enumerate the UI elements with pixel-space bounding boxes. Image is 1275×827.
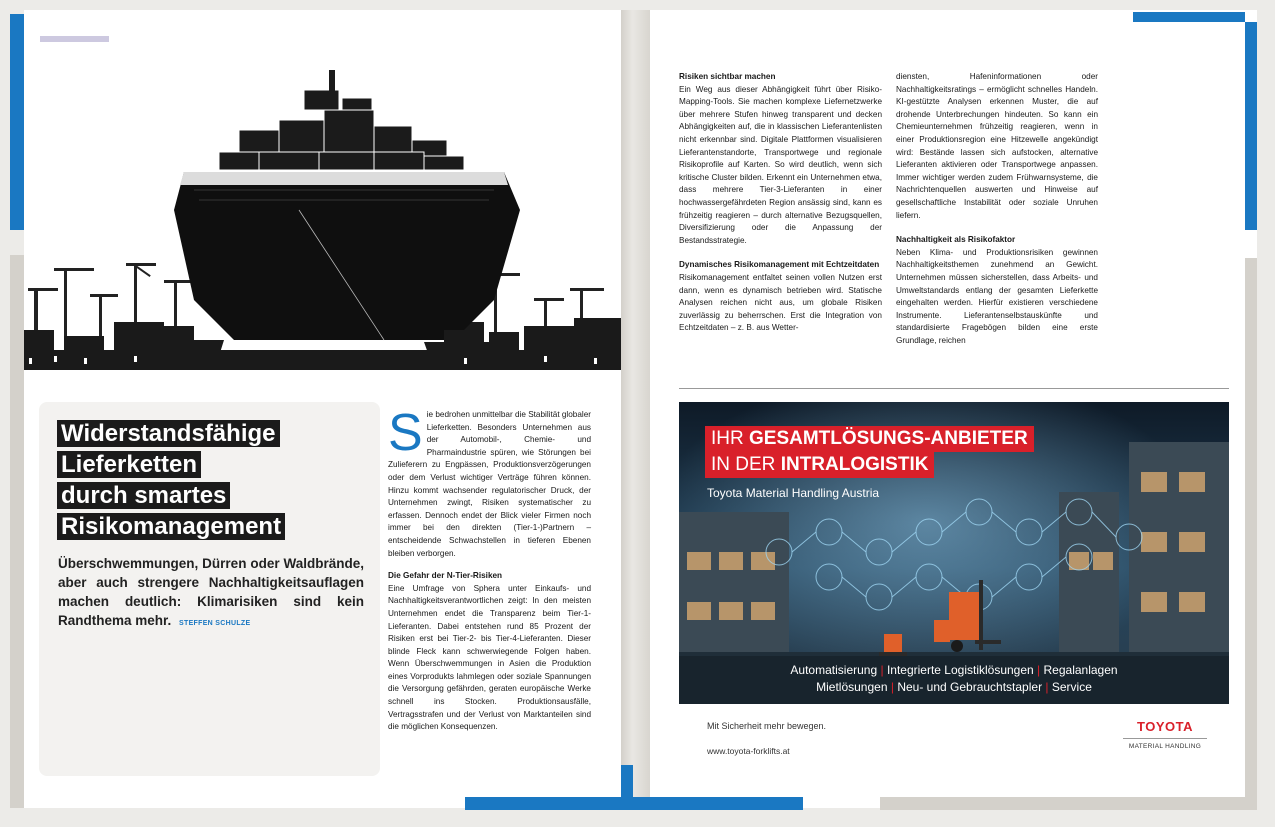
cargo-ship-illustration	[24, 60, 621, 370]
toyota-wordmark: TOYOTA	[1137, 719, 1193, 734]
lead-paragraph	[58, 554, 364, 633]
ad-headline-2-prefix: IN DER	[711, 454, 781, 475]
service-regalanlagen: Regalanlagen	[1043, 663, 1118, 677]
headline-line-3: durch smartes	[57, 482, 230, 509]
paragraph-nachhaltigkeit: Neben Klima- und Produktionsrisiken gewinnen Nachhaltigkeitsthemen zunehmend an Gewicht. Unternehmen müssen sicherstellen, dass Arbeits- und Umweltstandards entlang der gesamten Lieferkette eingehalten werden. Hierfür existieren verschiedene Instrumente. Lieferantenselbstauskünfte und standardisierte Fragebögen bilden eine erste Grundlage, reichen	[896, 247, 1098, 345]
toyota-logo	[1123, 719, 1207, 750]
section-marker	[40, 36, 109, 42]
toyota-material-handling: MATERIAL HANDLING	[1128, 743, 1202, 750]
subhead-echtzeitdaten: Dynamisches Risikomanagement mit Echtzeitdaten	[679, 260, 880, 270]
ad-headline-2-bold: INTRALOGISTIK	[780, 454, 929, 475]
gray-tab-top-mid	[650, 10, 660, 20]
paragraph-echtzeitdaten: Risikomanagement entfaltet seinen vollen Nutzen erst dann, wenn es dynamisch betrieben wird. Statische Analysen reichen nicht aus, um globale Risiken zuverlässig zu beherrschen. Erst die Integration von Echtzeitdaten – z. B. aus Wetter-	[679, 272, 882, 333]
article-column-right-1	[679, 71, 882, 335]
drop-cap: S	[388, 404, 423, 462]
blue-tab-top-right	[1133, 12, 1245, 22]
spine-gutter	[621, 10, 650, 808]
ad-headline-1-prefix: IHR	[711, 428, 749, 449]
headline-line-1: Widerstandsfähige	[57, 420, 280, 447]
headline-line-4: Risikomanagement	[57, 513, 285, 540]
blue-edge-tab-right	[1245, 22, 1257, 230]
divider-rule	[679, 388, 1229, 389]
ad-company: Toyota Material Handling Austria	[707, 486, 880, 500]
paragraph-continued: diensten, Hafeninformationen oder Nachhaltigkeitsratings – ermöglicht schnelles Handeln. KI-gestützte Analysen erkennen Muster, die auf drohende Unterbrechungen hindeuten. So kann ein Chemieunternehmen frühzeitig reagieren, wenn in einer Produktionsregion eine Hitzewelle angekündigt wird: Bestände lassen sich aufstocken, alternative Lieferanten aktivieren oder Transportwege anpassen. Immer wichtiger werden zudem Frühwarnsysteme, die Nachrichtenquellen auswerten und Hinweise auf gesellschaftliche Instabilität oder soziale Unruhen liefern.	[896, 72, 1098, 220]
article-column-left	[388, 404, 591, 734]
ad-services-line-2: Mietlösungen | Neu- und Gebrauchtstapler | Service	[816, 680, 1092, 694]
ad-headline-1-bold: GESAMTLÖSUNGS-ANBIETER	[749, 428, 1028, 449]
ad-headline-line-2	[705, 452, 934, 478]
ad-url[interactable]: www.toyota-forklifts.at	[707, 746, 790, 756]
gray-tab-bottom-right	[880, 797, 1257, 810]
blue-edge-tab-left	[10, 14, 24, 230]
ad-slogan: Mit Sicherheit mehr bewegen.	[707, 721, 827, 731]
author-credit: STEFFEN SCHULZE	[179, 620, 251, 627]
gray-edge-left	[10, 255, 24, 808]
gray-edge-right	[1245, 258, 1257, 808]
toyota-ad[interactable]	[679, 402, 1229, 704]
service-mietloesungen: Mietlösungen	[816, 680, 888, 694]
ad-headline-line-1	[705, 426, 1034, 452]
body-paragraph: Eine Umfrage von Sphera unter Einkaufs- und Nachhaltigkeitsverantwortlichen zeigt: In den meisten Unternehmen endet die Transparenz beim Tier-1-Lieferanten. Dabei entstehen rund 85 Prozent der Risiken erst bei Tier-2- bis Tier-4-Lieferanten. Dieser blinde Fleck kann schwerwiegende Folgen haben. Wenn Überschwemmungen in Asien die Produktion eines Vorprodukts lahmlegen oder soziale Spannungen die Versorgung gefährden, geraten europäische Werke schnell ins Stocken. Produktionsausfälle, Vertragsstrafen und der Verlust von Marktanteilen sind die möglichen Konsequenzen.	[388, 583, 591, 732]
article-column-right-2	[896, 71, 1098, 347]
service-automatisierung: Automatisierung	[790, 663, 878, 677]
blue-tab-bottom-mid	[465, 797, 803, 810]
paragraph-risiken: Ein Weg aus dieser Abhängigkeit führt über Risiko-Mapping-Tools. Sie machen komplexe Liefernetzwerke über mehrere Stufen hinweg transparent und decken Abhängigkeiten auf, die in klassischen Lieferantenlisten nicht erkennbar sind. Digitale Plattformen visualisieren Lieferantenstandorte, Transportwege und regionale Risikoprofile auf Karten. So wird deutlich, wenn sich kritische Cluster bilden. Erkennt ein Unternehmen etwa, dass mehrere Tier-3-Lieferanten in einer hochwassergefährdeten Region ansässig sind, kann es frühzeitig reagieren – durch alternative Bezugsquellen, Diversifizierung oder die Anpassung der Bestandsstrategie.	[679, 84, 882, 245]
service-service: Service	[1051, 680, 1092, 694]
service-integrierte: Integrierte Logistiklösungen	[886, 663, 1034, 677]
subhead-nachhaltigkeit: Nachhaltigkeit als Risikofaktor	[896, 235, 1016, 245]
subhead-risiken: Risiken sichtbar machen	[679, 72, 776, 81]
subhead-n-tier: Die Gefahr der N-Tier-Risiken	[388, 571, 503, 581]
headline-line-2: Lieferketten	[57, 451, 201, 478]
service-neu-gebraucht: Neu- und Gebrauchtstapler	[897, 680, 1043, 694]
ad-services-line-1: Automatisierung | Integrierte Logistiklösungen | Regalanlagen	[790, 663, 1118, 677]
intro-paragraph: ie bedrohen unmittelbar die Stabilität globaler Lieferketten. Besonders Unternehmen aus der Automobil-, Chemie- und Pharmaindustrie spüren, wie Störungen bei Zulieferern zu Engpässen, Produktionsverzögerungen oder dem Verlust wichtiger Verträge führen können. Hinzu kommt wachsender regulatorischer Druck, der Unternehmen zwingt, Risiken systematischer zu erfassen. Dennoch endet der Blick vieler Firmen noch immer bei den direkten (Tier-1-)Partnern – entscheidende Schwachstellen in tieferen Ebenen bleiben verborgen.	[388, 410, 591, 558]
headline	[57, 418, 357, 542]
lead-text: Überschwemmungen, Dürren oder Waldbrände, aber auch strengere Nachhaltigkeitsauflagen machen deutlich: Klimarisiken sind kein Randthema mehr.	[58, 556, 364, 628]
